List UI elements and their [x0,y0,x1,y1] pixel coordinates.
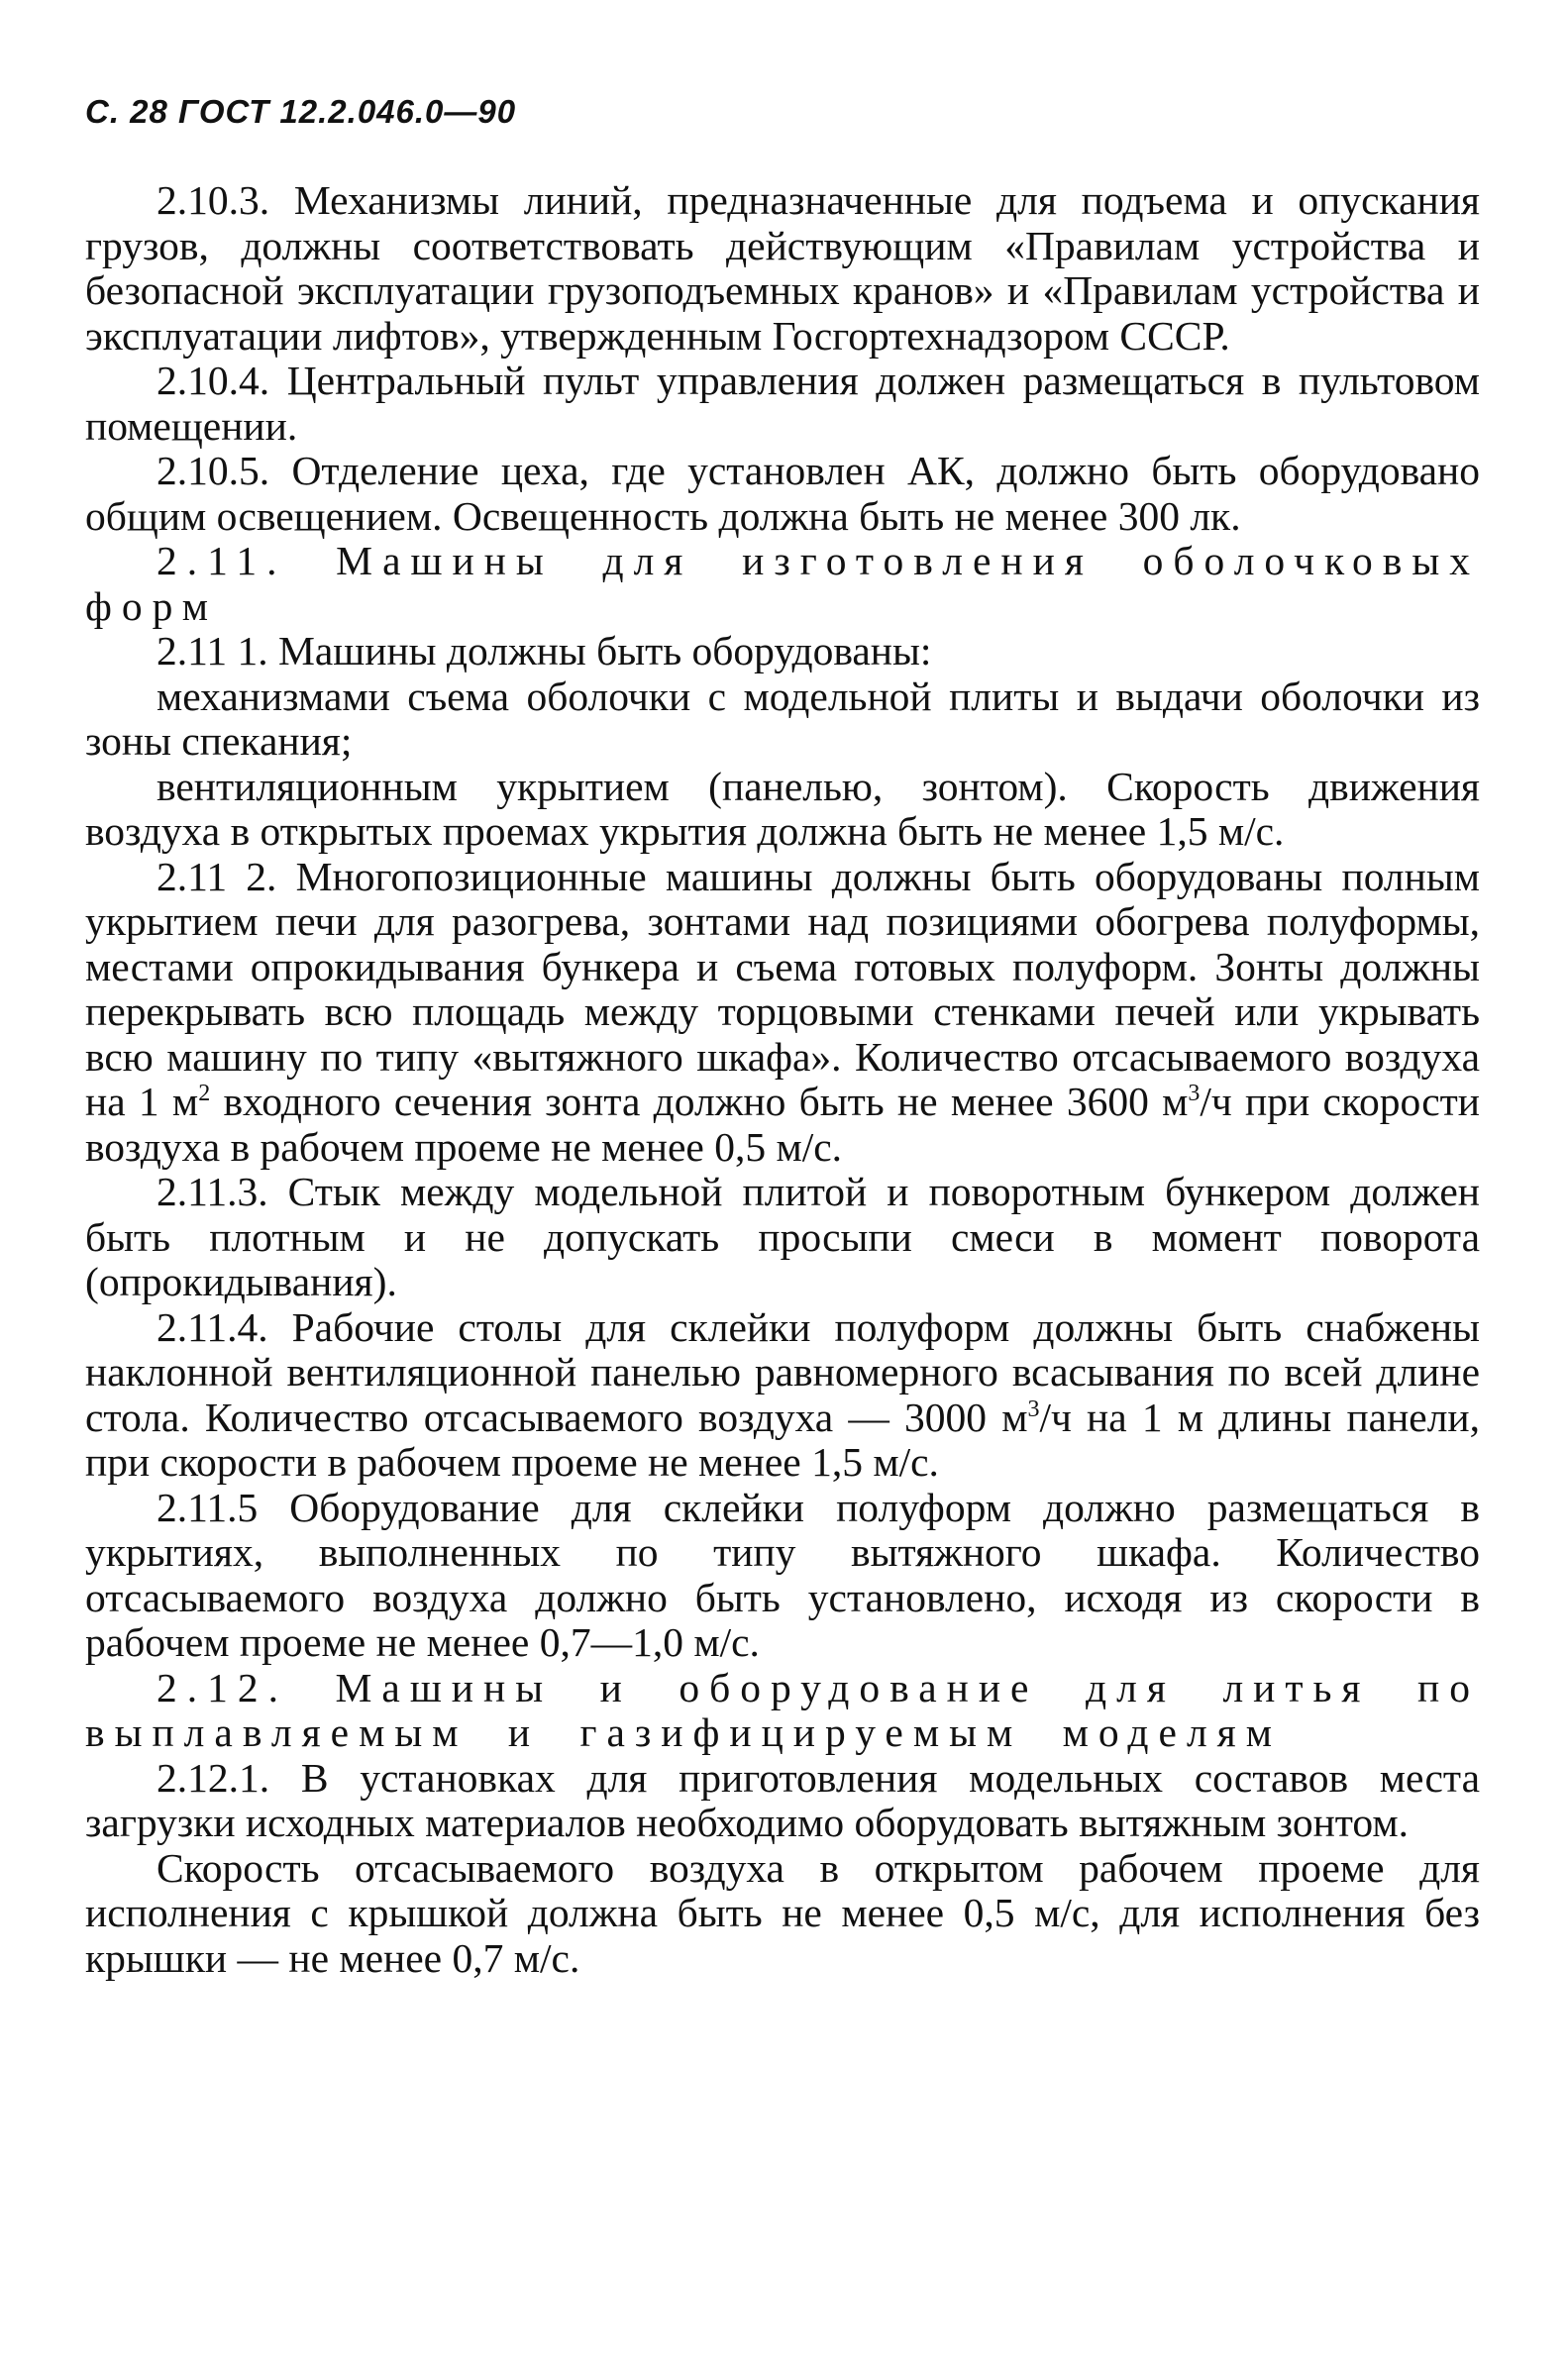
paragraph-2-11-2-text-3: /ч при скорости воздуха в рабочем проеме не менее 0,5 м/с. [85,1079,1481,1170]
paragraph-2-11-2 [85,855,1480,1171]
superscript-cube: 3 [1027,1396,1040,1422]
paragraph-2-11-5: 2.11.5 Оборудование для склейки полуформ должно размещаться в укрытиях, выполненных по типу вытяжного шкафа. Количество отсасываемого воздуха должно быть установлено, исходя из скорости в рабочем проеме не менее 0,7—1,0 м/с. [85,1484,1480,1665]
paragraph-2-10-4: 2.10.4. Центральный пульт управления должен размещаться в пультовом помещении. [85,358,1480,449]
paragraph-2-11-3: 2.11.3. Стык между модельной плитой и поворотным бункером должен быть плотным и не допускать просыпи смеси в момент поворота (опрокидывания). [85,1169,1480,1304]
paragraph-2-10-3: 2.10.3. Механизмы линий, предназначенные для подъема и опускания грузов, должны соответствовать действующим «Правилам устройства и безопасной эксплуатации грузоподъемных кранов» и «Правилам устройства и эксплуатации лифтов», утвержденным Госгортехнадзором СССР. [85,177,1480,359]
superscript-square: 2 [198,1081,211,1107]
paragraph-2-11-1-item-a: механизмами съема оболочки с модельной плиты и выдачи оболочки из зоны спекания; [85,672,1480,764]
paragraph-2-11-4-text-2: /ч на 1 м длины панели, при скорости в рабочем проеме не менее 1,5 м/с. [85,1394,1481,1485]
paragraph-2-12-1-continued: Скорость отсасываемого воздуха в открытом рабочем проеме для исполнения с крышкой должна быть не менее 0,5 м/с, для исполнения без крышки — не менее 0,7 м/с. [85,1844,1480,1981]
paragraph-2-10-5: 2.10.5. Отделение цеха, где установлен АК, должно быть оборудовано общим освещением. Освещенность должна быть не менее 300 лк. [85,448,1480,539]
paragraph-2-12-1: 2.12.1. В установках для приготовления модельных составов места загрузки исходных материалов необходимо оборудовать вытяжным зонтом. [85,1754,1480,1845]
paragraph-2-11-2-text-1: 2.11 2. Многопозиционные машины должны быть оборудованы полным укрытием печи для разогрева, зонтами над позициями обогрева полуформы, местами опрокидывания бункера и съема готовых полуформ. Зонты должны перекрывать всю площадь между торцовыми стенками печей или укрывать всю машину по типу «вытяжного шкафа». Количество отсасываемого воздуха на 1 м [85,853,1480,1124]
superscript-cube: 3 [1188,1081,1201,1107]
section-heading-2-11: 2.11. Машины для изготовления оболочковых форм [85,538,1480,629]
section-heading-2-12: 2.12. Машины и оборудование для литья по выплавляемым и газифицируемым моделям [85,1664,1480,1755]
paragraph-2-11-4 [85,1305,1480,1486]
paragraph-2-11-4-text-1: 2.11.4. Рабочие столы для склейки полуформ должны быть снабжены наклонной вентиляционной панелью равномерного всасывания по всей длине стола. Количество отсасываемого воздуха — 3000 м [85,1303,1480,1440]
document-body [85,178,1480,1981]
page-header: С. 28 ГОСТ 12.2.046.0—90 [85,93,517,130]
paragraph-2-11-1: 2.11 1. Машины должны быть оборудованы: [157,628,932,673]
paragraph-2-11-2-text-2: входного сечения зонта должно быть не менее 3600 м [210,1079,1189,1124]
paragraph-2-11-1-item-b: вентиляционным укрытием (панелью, зонтом). Скорость движения воздуха в открытых проемах укрытия должна быть не менее 1,5 м/с. [85,763,1480,854]
